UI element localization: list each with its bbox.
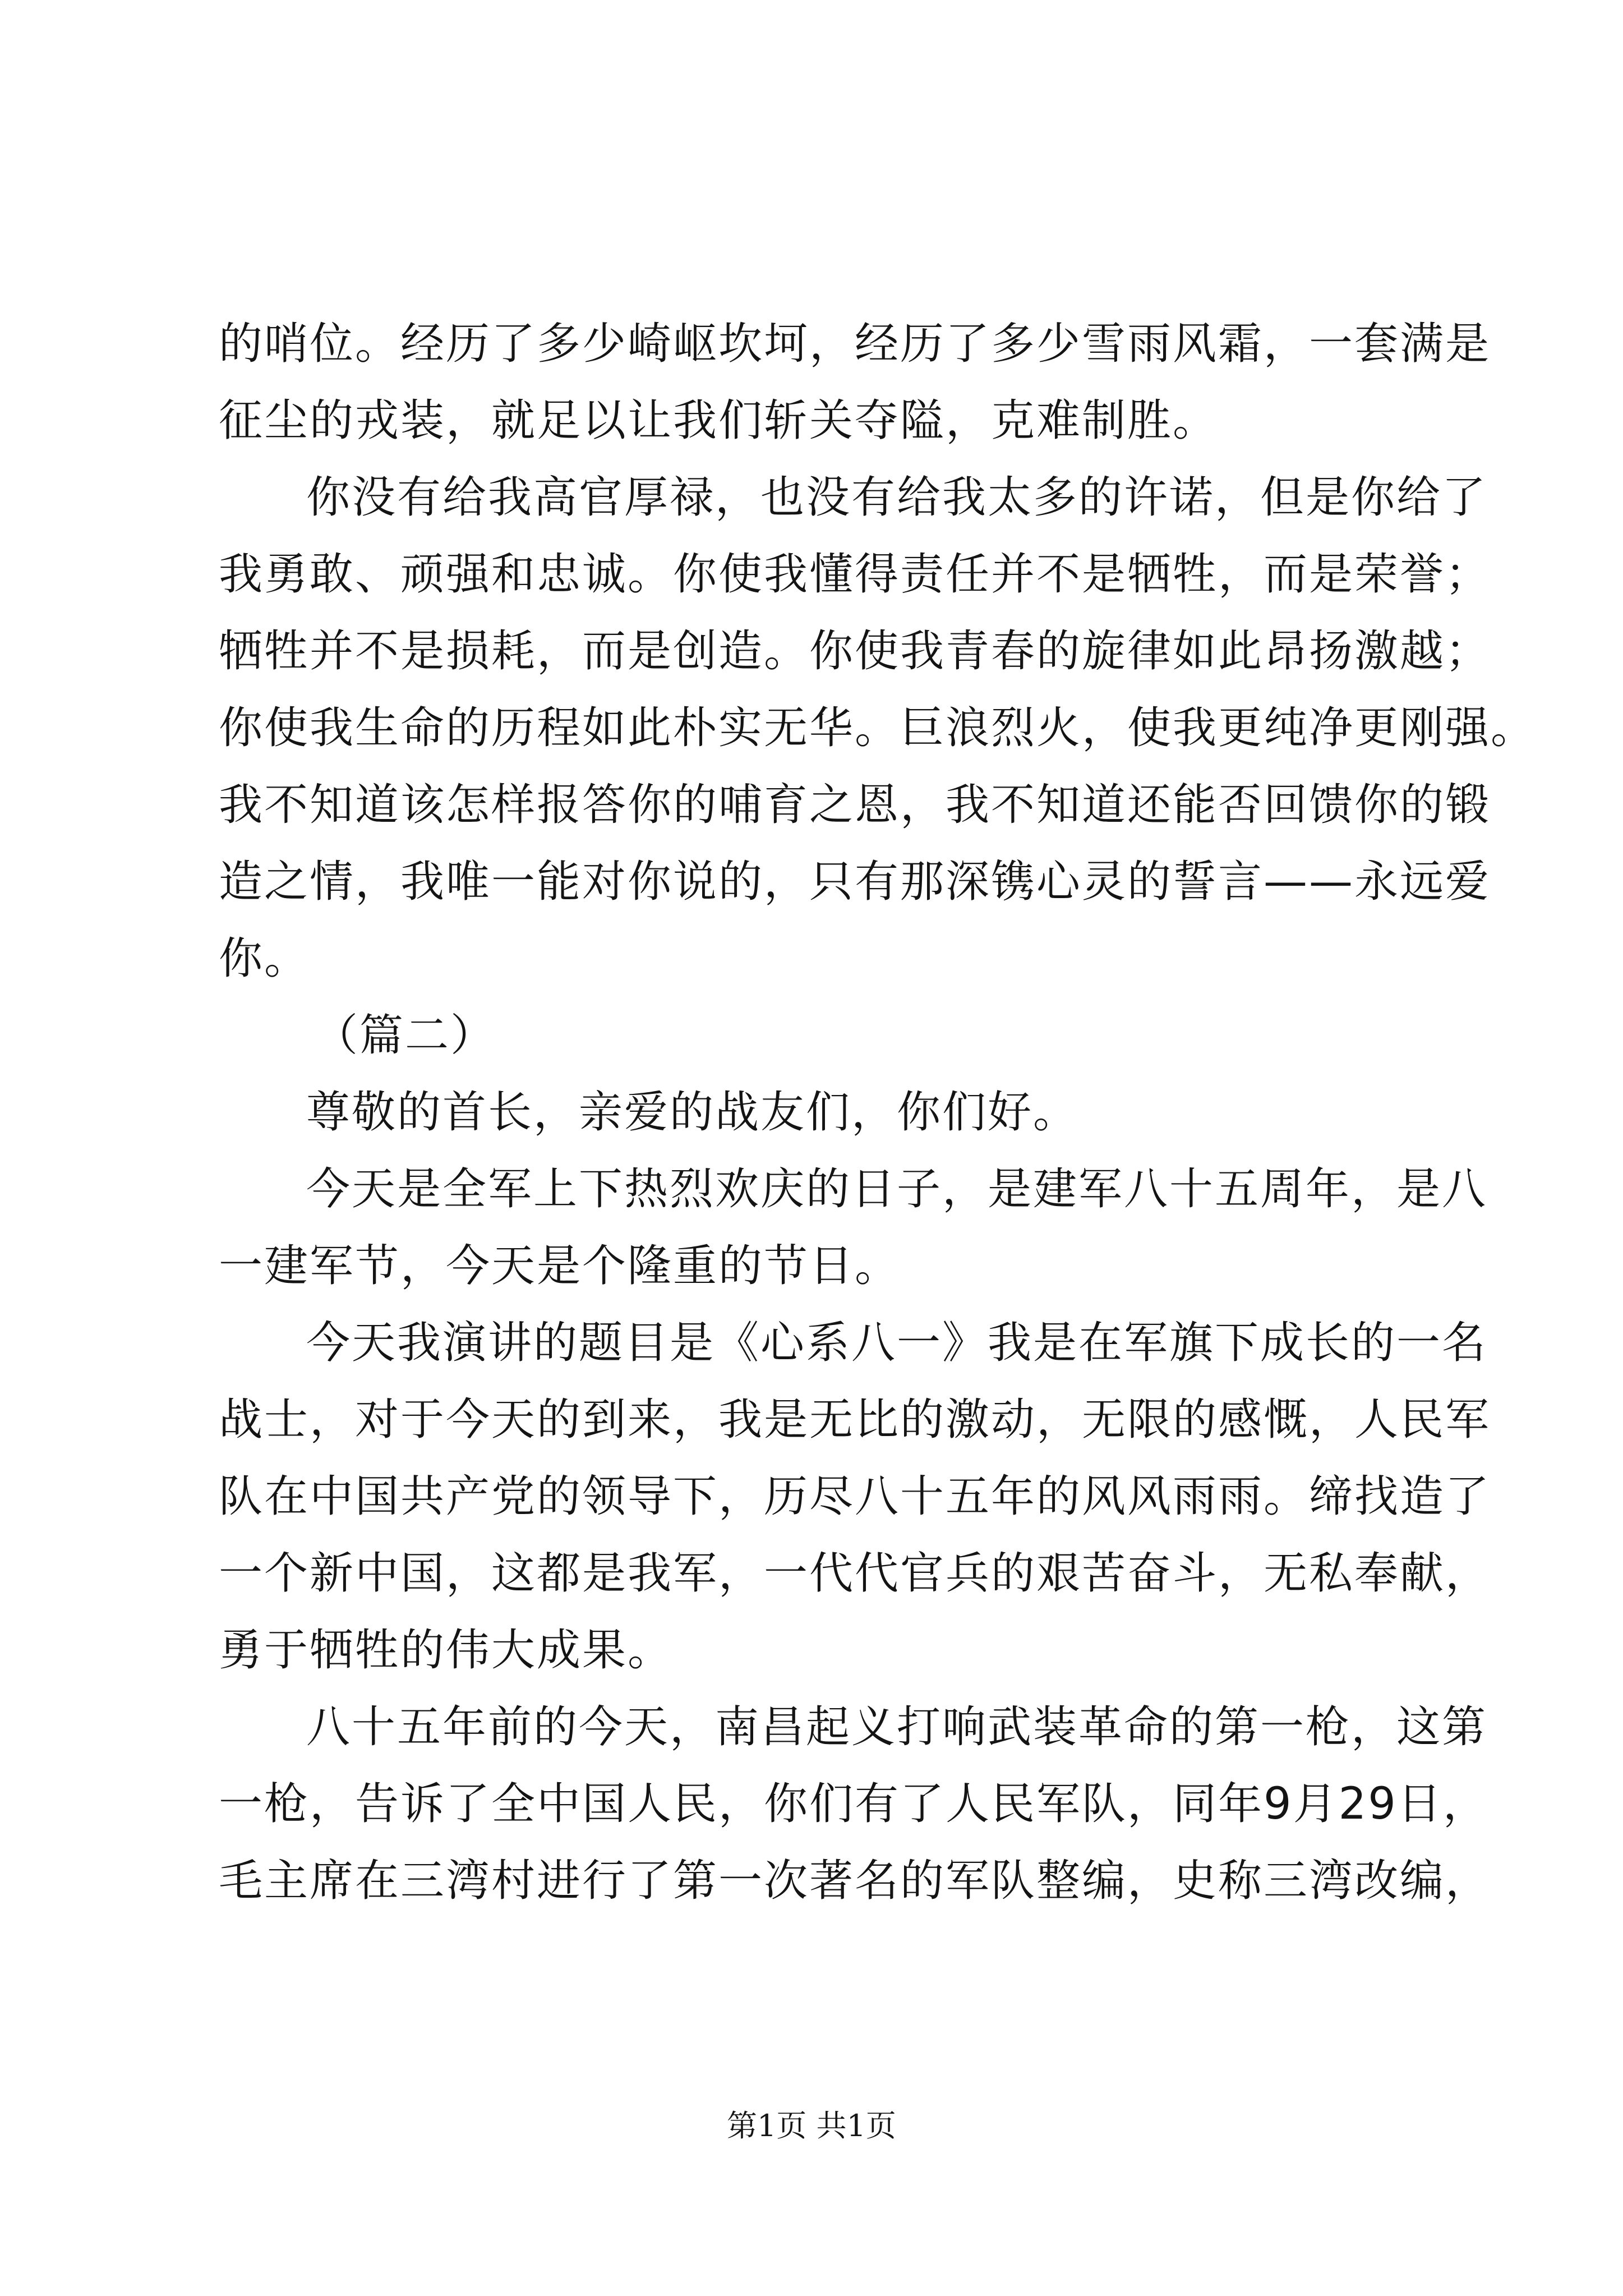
text-line: 战士，对于今天的到来，我是无比的激动，无限的感慨，人民军	[219, 1395, 1491, 1445]
text-line: 你使我生命的历程如此朴实无华。巨浪烈火，使我更纯净更刚强。	[219, 703, 1537, 753]
text-line: 征尘的戎装，就足以让我们斩关夺隘，克难制胜。	[219, 395, 1219, 446]
page-number: 第1页 共1页	[727, 2108, 896, 2143]
text-line: 牺牲并不是损耗，而是创造。你使我青春的旋律如此昂扬激越；	[219, 626, 1491, 677]
text-line: 毛主席在三湾村进行了第一次著名的军队整编，史称三湾改编，	[219, 1856, 1491, 1906]
text-line: 勇于牺牲的伟大成果。	[219, 1625, 674, 1676]
body-text	[219, 306, 1537, 1920]
text-line: 造之情，我唯一能对你说的，只有那深镌心灵的誓言——永远爱	[219, 857, 1491, 907]
section-heading: （篇二）	[314, 1010, 496, 1061]
text-line: 一个新中国，这都是我军，一代代官兵的艰苦奋斗，无私奉献，	[219, 1548, 1491, 1599]
text-line: 你没有给我高官厚禄，也没有给我太多的许诺，但是你给了	[306, 472, 1488, 523]
text-line: 你。	[219, 933, 310, 984]
text-line: 的哨位。经历了多少崎岖坎坷，经历了多少雪雨风霜，一套满是	[219, 319, 1491, 369]
text-line: 尊敬的首长，亲爱的战友们，你们好。	[306, 1087, 1079, 1138]
text-line: 八十五年前的今天，南昌起义打响武装革命的第一枪，这第	[306, 1702, 1488, 1752]
text-line: 队在中国共产党的领导下，历尽八十五年的风风雨雨。缔找造了	[219, 1471, 1491, 1522]
text-line: 一建军节，今天是个隆重的节日。	[219, 1241, 901, 1291]
text-line: 一枪，告诉了全中国人民，你们有了人民军队，同年9月29日，	[219, 1779, 1488, 1829]
text-line: 我勇敢、顽强和忠诚。你使我懂得责任并不是牺牲，而是荣誉；	[219, 549, 1491, 600]
text-line: 我不知道该怎样报答你的哺育之恩，我不知道还能否回馈你的锻	[219, 780, 1491, 830]
page-footer	[0, 2106, 1623, 2146]
text-line: 今天我演讲的题目是《心系八一》我是在军旗下成长的一名	[306, 1318, 1488, 1368]
text-line: 今天是全军上下热烈欢庆的日子，是建军八十五周年，是八	[306, 1164, 1488, 1214]
